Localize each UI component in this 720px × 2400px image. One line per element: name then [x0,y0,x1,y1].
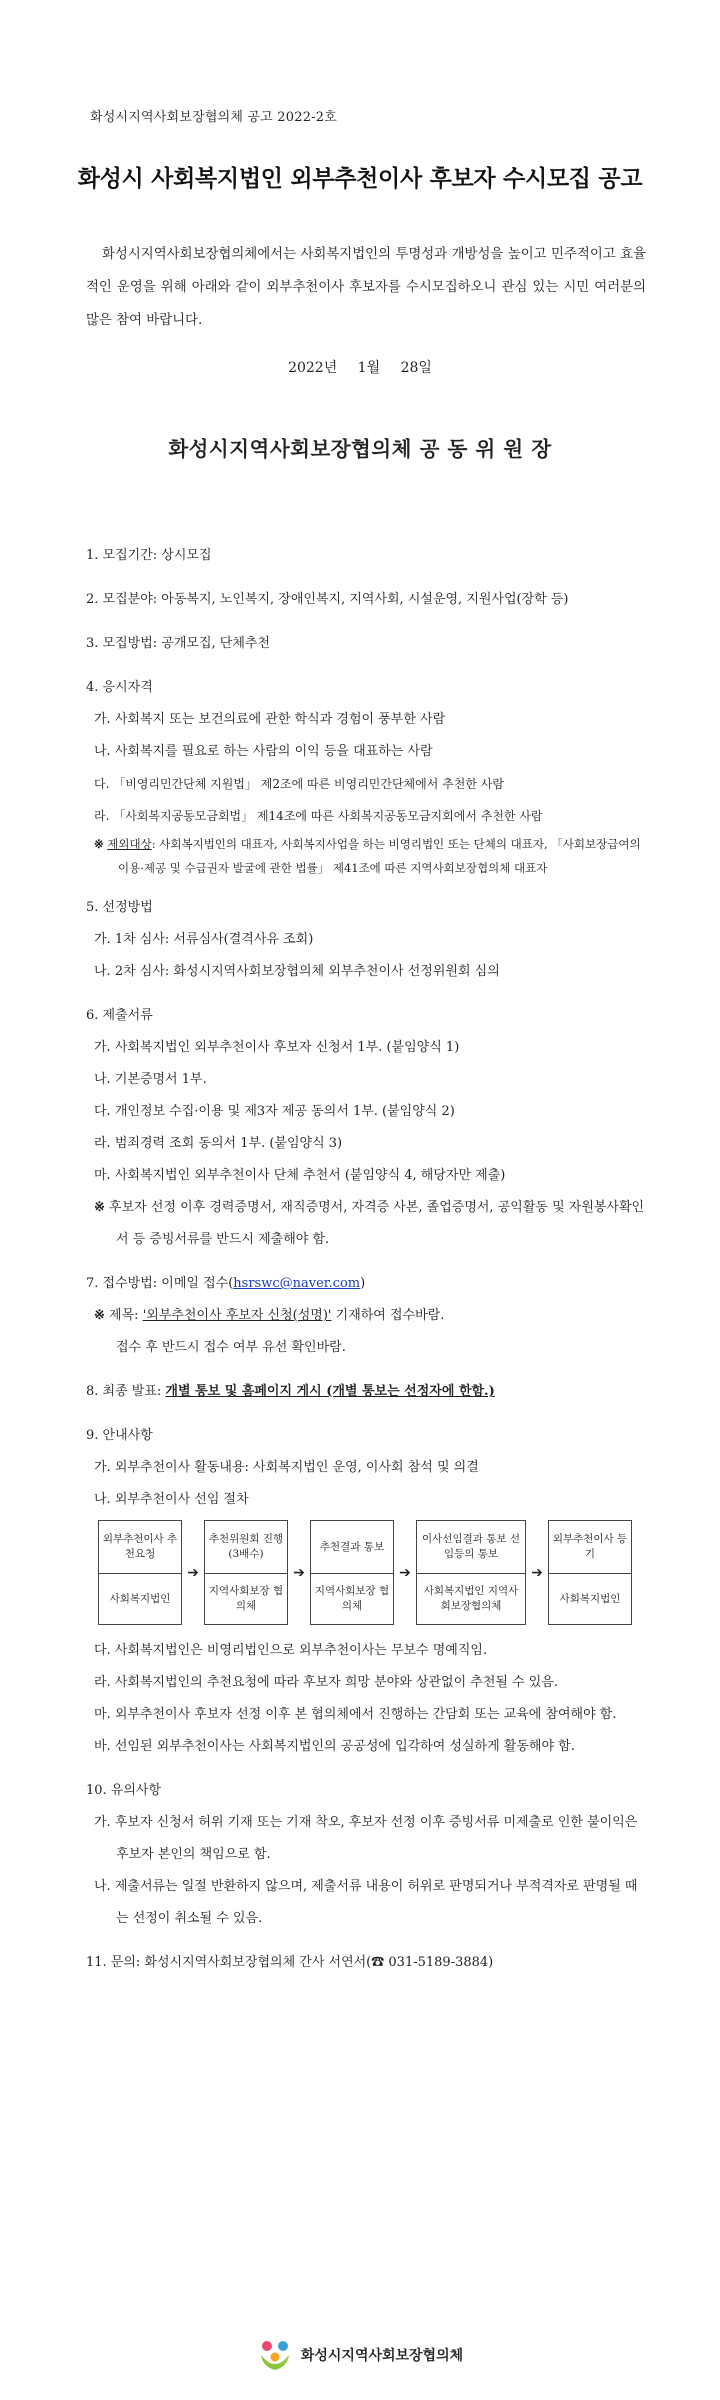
list-item: 바. 선임된 외부추천이사는 사회복지법인의 공공성에 입각하여 성실하게 활동해야 함. [94,1739,575,1754]
org-signature: 화성시지역사회보장협의체 공 동 위 원 장 [168,437,552,461]
flow-step-actor: 사회복지법인 [559,1592,621,1605]
flow-step-label: 추천결과 통보 [311,1521,393,1574]
section-documents [86,1000,646,1256]
org-logo-icon [257,2337,293,2373]
list-item: 라. 범죄경력 조회 동의서 1부. (붙임양식 3) [94,1136,343,1151]
section-guide [86,1420,646,1763]
flow-step-notify [416,1520,526,1625]
notice-body [86,540,646,1991]
list-item: 라. 「사회복지공동모금회법」 제14조에 따른 사회복지공동모금지회에서 추천한 사람 [94,809,543,823]
note-mark: ※ [94,1200,105,1215]
section-heading: 1. 모집기간: 상시모집 [86,548,212,563]
announcement-text: 개별 통보 및 홈페이지 게시 (개별 통보는 선정자에 한함.) [165,1384,495,1399]
section-announcement [86,1376,646,1408]
section-heading: 9. 안내사항 [86,1428,153,1443]
contact-phone: 031-5189-3884) [384,1955,494,1970]
section-heading [86,1947,646,1979]
flow-step-label: 외부추천이사 등기 [549,1521,631,1574]
list-item: 가. 사회복지법인 외부추천이사 후보자 신청서 1부. (붙임양식 1) [94,1040,460,1055]
heading-suffix: ) [360,1276,366,1291]
note-prefix: 제목: [109,1308,143,1323]
list-item: 가. 외부추천이사 활동내용: 사회복지법인 운영, 이사회 참석 및 의결 [94,1460,479,1475]
subject-note [86,1300,646,1332]
footer-org-name: 화성시지역사회보장협의체 [300,2348,464,2364]
flow-step-label: 이사선임결과 통보 선임등의 통보 [417,1521,525,1574]
section-heading [86,1268,646,1300]
list-item: 가. 1차 심사: 서류심사(결격사유 조회) [94,932,314,947]
list-item: 라. 사회복지법인의 추천요청에 따라 후보자 희망 분야와 상관없이 추천될 수 있음. [94,1675,559,1690]
list-item: 다. 개인정보 수집·이용 및 제3자 제공 동의서 1부. (붙임양식 2) [94,1104,455,1119]
notice-number: 화성시지역사회보장협의체 공고 2022-2호 [90,110,337,125]
heading-prefix: 7. 접수방법: 이메일 접수( [86,1276,234,1291]
section-heading: 3. 모집방법: 공개모집, 단체추천 [86,636,271,651]
note-mark: ※ [94,837,104,851]
section-heading: 10. 유의사항 [86,1783,162,1798]
intro-paragraph: 화성시지역사회보장협의체에서는 사회복지법인의 투명성과 개방성을 높이고 민주적이고 효율적인 운영을 위해 아래와 같이 외부추천이사 후보자를 수시모집하오니 관심 있는 시민 여러분의 많은 참여 바랍니다. [86,247,646,328]
section-heading: 5. 선정방법 [86,900,153,915]
heading-prefix: 8. 최종 발표: [86,1384,166,1399]
section-selection [86,892,646,988]
flow-step-actor: 지역사회보장 협의체 [208,1585,284,1612]
list-item: 나. 제출서류는 일절 반환하지 않으며, 제출서류 내용이 허위로 판명되거나 부적격자로 판명될 때는 선정이 취소될 수 있음. [94,1879,638,1926]
flow-step-result [310,1520,394,1625]
flow-step-actor: 사회복지법인 지역사회보장협의체 [423,1585,519,1612]
section-heading: 6. 제출서류 [86,1008,153,1023]
flow-step-committee [204,1520,288,1625]
list-item: 다. 「비영리민간단체 지원법」 제2조에 따른 비영리민간단체에서 추천한 사람 [94,777,504,791]
list-item: 나. 기본증명서 1부. [94,1072,207,1087]
section-cautions [86,1775,646,1935]
section-method [86,628,646,660]
list-item: 나. 2차 심사: 화성시지역사회보장협의체 외부추천이사 선정위원회 심의 [94,964,500,979]
note-text: 후보자 선정 이후 경력증명서, 재직증명서, 자격증 사본, 졸업증명서, 공익활동 및 자원봉사확인서 등 증빙서류를 반드시 제출해야 함. [109,1200,645,1247]
arrow-right-icon: ➔ [399,1564,411,1581]
notice-date: 2022년 1월 28일 [288,360,432,376]
note-text: : 사회복지법인의 대표자, 사회복지사업을 하는 비영리법인 또는 단체의 대표자, 「사회보장급여의 이용·제공 및 수급권자 발굴에 관한 법률」 제41조에 따른 지역사회보장협의체 대표자 [118,837,641,875]
section-submission [86,1268,646,1364]
flow-step-register [548,1520,632,1625]
flow-step-label: 외부추천이사 추천요청 [99,1521,181,1574]
note-suffix: 기재하여 접수바람. [331,1308,445,1323]
arrow-right-icon: ➔ [293,1564,305,1581]
footer [0,2337,720,2373]
arrow-right-icon: ➔ [187,1564,199,1581]
flow-step-actor: 지역사회보장 협의체 [314,1585,390,1612]
list-item: 마. 외부추천이사 후보자 선정 이후 본 협의체에서 진행하는 간담회 또는 교육에 참여해야 함. [94,1707,617,1722]
flow-step-request [98,1520,182,1625]
section-fields [86,584,646,616]
section-eligibility [86,672,646,880]
appointment-flowchart [98,1520,646,1625]
list-item: 나. 사회복지를 필요로 하는 사람의 이익 등을 대표하는 사람 [94,744,433,759]
page-title: 화성시 사회복지법인 외부추천이사 후보자 수시모집 공고 [77,166,643,192]
exclusion-note [86,832,646,880]
list-item: 다. 사회복지법인은 비영리법인으로 외부추천이사는 무보수 명예직임. [94,1643,488,1658]
flow-step-label: 추천위원회 진행 (3배수) [205,1521,287,1574]
section-period [86,540,646,572]
email-link[interactable]: hsrswc@naver.com [233,1276,361,1291]
arrow-right-icon: ➔ [531,1564,543,1581]
section-heading [86,1376,646,1408]
section-heading: 4. 응시자격 [86,680,153,695]
note-mark: ※ [94,1308,105,1323]
documents-note [86,1192,646,1256]
note-label: 제외대상 [107,837,152,851]
list-item: 가. 사회복지 또는 보건의료에 관한 학식과 경험이 풍부한 사람 [94,712,446,727]
phone-icon: ☎ [371,1955,385,1970]
list-item: 가. 후보자 신청서 허위 기재 또는 기재 착오, 후보자 선정 이후 증빙서류 미제출로 인한 불이익은 후보자 본인의 책임으로 함. [94,1815,638,1862]
list-item: 나. 외부추천이사 선임 절차 [94,1492,249,1507]
section-heading: 2. 모집분야: 아동복지, 노인복지, 장애인복지, 지역사회, 시설운영, 지원사업(장학 등) [86,592,569,607]
section-contact [86,1947,646,1979]
email-subject: '외부추천이사 후보자 신청(성명)' [142,1308,332,1323]
confirm-note: 접수 후 반드시 접수 여부 유선 확인바람. [116,1340,346,1355]
list-item: 마. 사회복지법인 외부추천이사 단체 추천서 (붙임양식 4, 해당자만 제출) [94,1168,506,1183]
contact-prefix: 11. 문의: 화성시지역사회보장협의체 간사 서연서( [86,1955,372,1970]
flow-step-actor: 사회복지법인 [109,1592,171,1605]
